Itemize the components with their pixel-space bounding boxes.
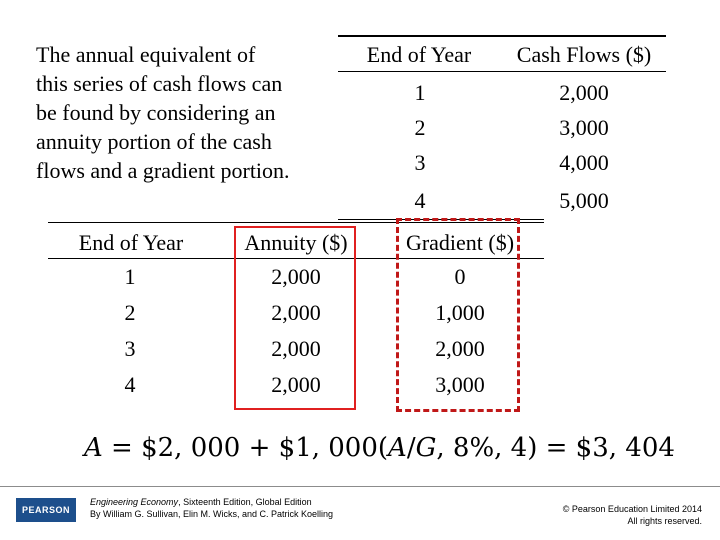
footer-book-credit — [90, 496, 333, 520]
table-rule — [338, 35, 666, 37]
formula-variable: G — [415, 433, 437, 463]
table-cell-year: 1 — [414, 80, 426, 105]
formula-text: / — [406, 433, 416, 463]
table-cell-gradient: 1,000 — [435, 300, 485, 325]
column-header-year: End of Year — [366, 42, 472, 67]
intro-line: be found by considering an — [36, 100, 276, 125]
table-cell-year: 1 — [124, 264, 136, 289]
column-header-annuity: Annuity ($) — [244, 230, 348, 255]
table-cell-year: 4 — [124, 372, 136, 397]
table-cell-year: 2 — [124, 300, 136, 325]
table-cell-year: 3 — [414, 150, 426, 175]
table-cell-cash-flow: 3,000 — [559, 115, 609, 140]
book-edition: , Sixteenth Edition, Global Edition — [178, 497, 312, 507]
table-cell-cash-flow: 2,000 — [559, 80, 609, 105]
annuity-highlight-box — [234, 226, 356, 410]
table-cell-year: 3 — [124, 336, 136, 361]
footer-copyright — [563, 503, 702, 527]
table-cell-annuity: 2,000 — [271, 264, 321, 289]
formula-text: = $2, 000 + $1, 000( — [102, 433, 389, 463]
copyright-text: © Pearson Education Limited 2014 — [562, 504, 702, 514]
column-header-gradient: Gradient ($) — [405, 230, 515, 255]
table-rule — [338, 71, 666, 72]
table-cell-year: 4 — [414, 188, 426, 213]
book-title: Engineering Economy — [90, 497, 179, 507]
rights-text: All rights reserved. — [627, 516, 702, 526]
intro-line: flows and a gradient portion. — [36, 158, 290, 183]
column-header-cash-flows: Cash Flows ($) — [516, 42, 652, 67]
table-cell-cash-flow: 4,000 — [559, 150, 609, 175]
intro-line: annuity portion of the cash — [36, 129, 272, 154]
formula-text: , 8%, 4) = $3, 404 — [436, 433, 675, 463]
gradient-highlight-box — [396, 218, 520, 412]
intro-line: The annual equivalent of — [36, 42, 256, 67]
formula-variable: A — [388, 433, 407, 463]
table-cell-cash-flow: 5,000 — [559, 188, 609, 213]
table-cell-annuity: 2,000 — [271, 372, 321, 397]
table-cell-annuity: 2,000 — [271, 336, 321, 361]
table-cell-annuity: 2,000 — [271, 300, 321, 325]
column-header-year: End of Year — [78, 230, 184, 255]
table-cell-year: 2 — [414, 115, 426, 140]
table-cell-gradient: 0 — [454, 264, 466, 289]
footer-divider — [0, 486, 720, 487]
book-authors: By William G. Sullivan, Elin M. Wicks, and C. Patrick Koelling — [90, 509, 334, 519]
pearson-logo: PEARSON — [16, 498, 76, 522]
intro-paragraph — [36, 40, 336, 185]
intro-line: this series of cash flows can — [36, 71, 283, 96]
table-cell-gradient: 2,000 — [435, 336, 485, 361]
annual-equivalent-formula — [84, 428, 675, 468]
formula-variable: A — [84, 433, 103, 463]
table-cell-gradient: 3,000 — [435, 372, 485, 397]
